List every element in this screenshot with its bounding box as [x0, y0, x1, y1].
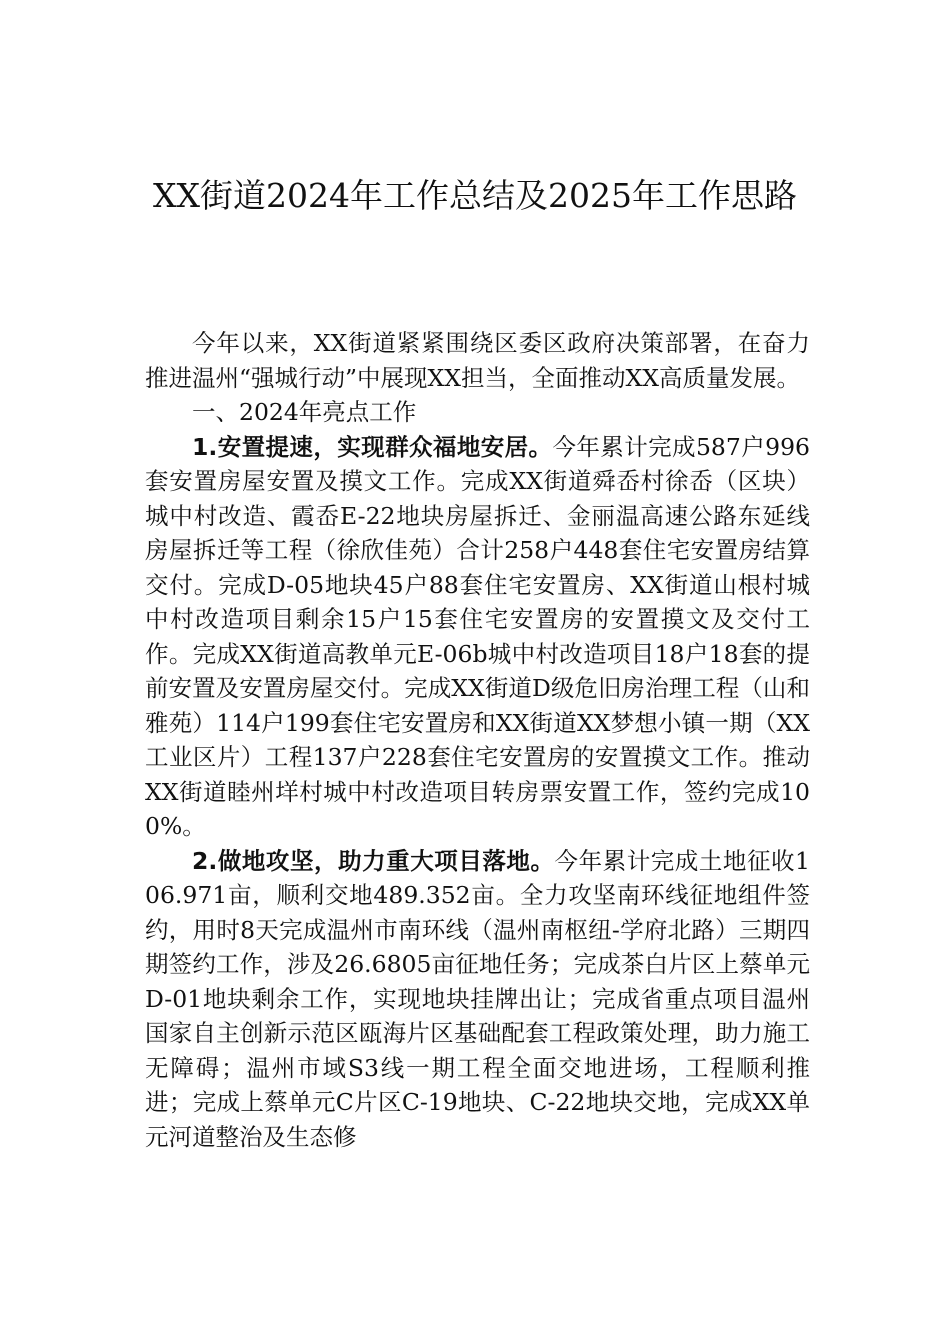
document-body	[145, 326, 810, 1154]
item-paragraph-1	[145, 430, 810, 844]
intro-paragraph: 今年以来，XX街道紧紧围绕区委区政府决策部署，在奋力推进温州“强城行动”中展现XX担当，全面推动XX高质量发展。	[145, 329, 810, 392]
item-paragraph-2	[145, 844, 810, 1155]
section-heading: 一、2024年亮点工作	[192, 398, 417, 426]
item-lead-1: 1.安置提速，实现群众福地安居。	[192, 432, 553, 461]
document-title: XX街道2024年工作总结及2025年工作思路	[153, 176, 797, 215]
item-text-1: 今年累计完成587户996套安置房屋安置及摸文工作。完成XX街道舜岙村徐岙（区块）城中村改造、霞岙E-22地块房屋拆迁、金丽温高速公路东延线房屋拆迁等工程（徐欣佳苑）合计258户448套住宅安置房结算交付。完成D-05地块45户88套住宅安置房、XX街道山根村城中村改造项目剩余15户15套住宅安置房的安置摸文及交付工作。完成XX街道高教单元E-06b城中村改造项目18户18套的提前安置及安置房屋交付。完成XX街道D级危旧房治理工程（山和雅苑）114户199套住宅安置房和XX街道XX梦想小镇一期（XX工业区片）工程137户228套住宅安置房的安置摸文工作。推动XX街道睦州垟村城中村改造项目转房票安置工作，签约完成100%。	[145, 432, 810, 840]
item-text-2: 今年累计完成土地征收106.971亩，顺利交地489.352亩。全力攻坚南环线征地组件签约，用时8天完成温州市南环线（温州南枢纽-学府北路）三期四期签约工作，涉及26.6805亩征地任务；完成茶白片区上蔡单元D-01地块剩余工作，实现地块挂牌出让；完成省重点项目温州国家自主创新示范区瓯海片区基础配套工程政策处理，助力施工无障碍；温州市域S3线一期工程全面交地进场，工程顺利推进；完成上蔡单元C片区C-19地块、C-22地块交地，完成XX单元河道整治及生态修	[145, 846, 811, 1151]
item-lead-2: 2.做地攻坚，助力重大项目落地。	[192, 846, 555, 875]
